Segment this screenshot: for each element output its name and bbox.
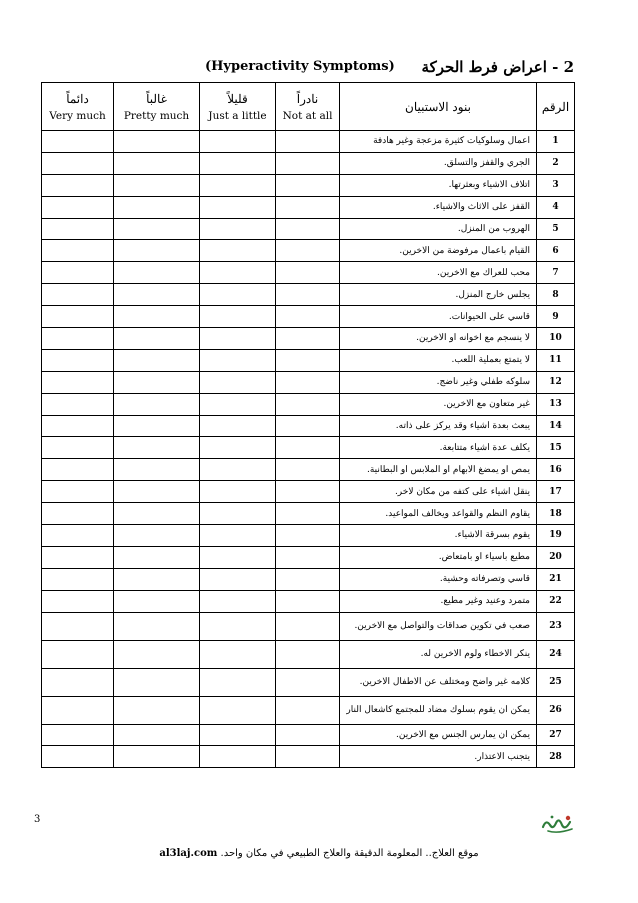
- item-text: صعب في تكوين صداقات والتواصل مع الاخرين.: [340, 612, 537, 640]
- answer-cell-pretty-much[interactable]: [114, 174, 200, 196]
- item-text: لا ينسجم مع اخوانه او الاخرين.: [340, 328, 537, 350]
- answer-cell-very-much[interactable]: [42, 328, 114, 350]
- item-number: 15: [537, 437, 575, 459]
- page-title-arabic: 2 - اعراض فرط الحركة: [421, 58, 574, 76]
- item-number: 25: [537, 668, 575, 696]
- item-number: 11: [537, 349, 575, 371]
- item-text: غير متعاون مع الاخرين.: [340, 393, 537, 415]
- answer-cell-not-at-all[interactable]: [276, 640, 340, 668]
- item-number: 4: [537, 196, 575, 218]
- item-number: 17: [537, 481, 575, 503]
- item-text: يمص او يمضغ الابهام او الملابس او البطانية.: [340, 459, 537, 481]
- page-title-english: (Hyperactivity Symptoms): [205, 59, 395, 74]
- item-text: قاسي على الحيوانات.: [340, 306, 537, 328]
- answer-cell-not-at-all[interactable]: [276, 328, 340, 350]
- answer-cell-just-a-little[interactable]: [200, 393, 276, 415]
- answer-cell-very-much[interactable]: [42, 640, 114, 668]
- table-row: [42, 349, 575, 371]
- answer-cell-not-at-all[interactable]: [276, 349, 340, 371]
- answer-cell-just-a-little[interactable]: [200, 131, 276, 153]
- table-row: [42, 668, 575, 696]
- answer-cell-just-a-little[interactable]: [200, 349, 276, 371]
- footer: [0, 848, 638, 859]
- item-text: مطيع باسياء او بامتعاض.: [340, 546, 537, 568]
- item-text: ينقل اشياء على كتفه من مكان لاخر.: [340, 481, 537, 503]
- table-row: [42, 525, 575, 547]
- answer-cell-very-much[interactable]: [42, 415, 114, 437]
- answer-cell-not-at-all[interactable]: [276, 696, 340, 724]
- answer-cell-not-at-all[interactable]: [276, 568, 340, 590]
- answer-cell-very-much[interactable]: [42, 240, 114, 262]
- item-text: يمكن ان يمارس الجنس مع الاخرين.: [340, 724, 537, 746]
- item-text: يمكن ان يقوم بسلوك مضاد للمجتمع كاشعال النار: [340, 696, 537, 724]
- table-row: [42, 218, 575, 240]
- item-text: متمرد وعنيد وغير مطيع.: [340, 590, 537, 612]
- answer-cell-very-much[interactable]: [42, 284, 114, 306]
- item-number: 16: [537, 459, 575, 481]
- answer-cell-pretty-much[interactable]: [114, 640, 200, 668]
- answer-cell-not-at-all[interactable]: [276, 371, 340, 393]
- item-number: 3: [537, 174, 575, 196]
- answer-cell-pretty-much[interactable]: [114, 131, 200, 153]
- answer-cell-very-much[interactable]: [42, 437, 114, 459]
- answer-cell-very-much[interactable]: [42, 393, 114, 415]
- answer-cell-not-at-all[interactable]: [276, 590, 340, 612]
- table-row: [42, 306, 575, 328]
- item-text: الجري والقفز والتسلق.: [340, 152, 537, 174]
- answer-cell-very-much[interactable]: [42, 349, 114, 371]
- item-text: ينكر الاخطاء ولوم الاخرين له.: [340, 640, 537, 668]
- answer-cell-not-at-all[interactable]: [276, 724, 340, 746]
- table-row: [42, 174, 575, 196]
- answer-cell-not-at-all[interactable]: [276, 746, 340, 768]
- item-number: 21: [537, 568, 575, 590]
- item-number: 22: [537, 590, 575, 612]
- item-text: يقوم بسرقة الاشياء.: [340, 525, 537, 547]
- table-row: [42, 746, 575, 768]
- item-text: يبعث بعدة اشياء وقد يركز على ذاته.: [340, 415, 537, 437]
- item-text: اتلاف الاشياء وبعثرتها.: [340, 174, 537, 196]
- answer-cell-just-a-little[interactable]: [200, 174, 276, 196]
- answer-cell-pretty-much[interactable]: [114, 696, 200, 724]
- answer-cell-very-much[interactable]: [42, 746, 114, 768]
- answer-cell-just-a-little[interactable]: [200, 196, 276, 218]
- answer-cell-pretty-much[interactable]: [114, 284, 200, 306]
- answer-cell-not-at-all[interactable]: [276, 437, 340, 459]
- answer-cell-not-at-all[interactable]: [276, 546, 340, 568]
- item-number: 5: [537, 218, 575, 240]
- item-number: 27: [537, 724, 575, 746]
- item-number: 7: [537, 262, 575, 284]
- answer-cell-just-a-little[interactable]: [200, 546, 276, 568]
- table-row: [42, 152, 575, 174]
- answer-cell-not-at-all[interactable]: [276, 306, 340, 328]
- answer-cell-pretty-much[interactable]: [114, 240, 200, 262]
- header-just-a-little: [200, 83, 276, 131]
- answer-cell-very-much[interactable]: [42, 668, 114, 696]
- answer-cell-just-a-little[interactable]: [200, 525, 276, 547]
- answer-cell-pretty-much[interactable]: [114, 612, 200, 640]
- table-row: [42, 393, 575, 415]
- item-text: القيام باعمال مرفوضة من الاخرين.: [340, 240, 537, 262]
- answer-cell-just-a-little[interactable]: [200, 568, 276, 590]
- answer-cell-very-much[interactable]: [42, 218, 114, 240]
- answer-cell-not-at-all[interactable]: [276, 152, 340, 174]
- answer-cell-just-a-little[interactable]: [200, 371, 276, 393]
- answer-cell-very-much[interactable]: [42, 262, 114, 284]
- table-row: [42, 262, 575, 284]
- answer-cell-very-much[interactable]: [42, 152, 114, 174]
- answer-cell-not-at-all[interactable]: [276, 503, 340, 525]
- answer-cell-pretty-much[interactable]: [114, 503, 200, 525]
- table-row: [42, 284, 575, 306]
- table-row: [42, 240, 575, 262]
- header-not-at-all: [276, 83, 340, 131]
- item-number: 6: [537, 240, 575, 262]
- page-number: 3: [34, 814, 41, 825]
- item-number: 24: [537, 640, 575, 668]
- item-text: قاسي وتصرفاته وحشية.: [340, 568, 537, 590]
- item-number: 10: [537, 328, 575, 350]
- table-row: [42, 328, 575, 350]
- answer-cell-not-at-all[interactable]: [276, 174, 340, 196]
- table-row: [42, 481, 575, 503]
- answer-cell-very-much[interactable]: [42, 131, 114, 153]
- answer-cell-pretty-much[interactable]: [114, 590, 200, 612]
- answer-cell-very-much[interactable]: [42, 371, 114, 393]
- header-pretty-much-en: Pretty much: [123, 109, 190, 122]
- answer-cell-not-at-all[interactable]: [276, 668, 340, 696]
- answer-cell-just-a-little[interactable]: [200, 437, 276, 459]
- item-number: 20: [537, 546, 575, 568]
- table-row: [42, 503, 575, 525]
- answer-cell-very-much[interactable]: [42, 724, 114, 746]
- answer-cell-pretty-much[interactable]: [114, 393, 200, 415]
- table-row: [42, 724, 575, 746]
- item-number: 9: [537, 306, 575, 328]
- item-number: 23: [537, 612, 575, 640]
- answer-cell-pretty-much[interactable]: [114, 668, 200, 696]
- table-row: [42, 415, 575, 437]
- answer-cell-very-much[interactable]: [42, 696, 114, 724]
- header-not-at-all-en: Not at all: [282, 109, 333, 122]
- answer-cell-just-a-little[interactable]: [200, 415, 276, 437]
- answer-cell-just-a-little[interactable]: [200, 724, 276, 746]
- answer-cell-pretty-much[interactable]: [114, 746, 200, 768]
- answer-cell-just-a-little[interactable]: [200, 746, 276, 768]
- item-number: 13: [537, 393, 575, 415]
- answer-cell-pretty-much[interactable]: [114, 437, 200, 459]
- answer-cell-pretty-much[interactable]: [114, 371, 200, 393]
- item-text: سلوكه طفلي وغير ناضج.: [340, 371, 537, 393]
- answer-cell-very-much[interactable]: [42, 306, 114, 328]
- answer-cell-just-a-little[interactable]: [200, 218, 276, 240]
- footer-tagline: موقع العلاج.. المعلومة الدقيقة والعلاج الطبيعي في مكان واحد.: [220, 848, 479, 859]
- answer-cell-pretty-much[interactable]: [114, 724, 200, 746]
- answer-cell-not-at-all[interactable]: [276, 262, 340, 284]
- answer-cell-just-a-little[interactable]: [200, 640, 276, 668]
- answer-cell-pretty-much[interactable]: [114, 349, 200, 371]
- answer-cell-not-at-all[interactable]: [276, 240, 340, 262]
- header-pretty-much-ar: غالباً: [146, 91, 167, 106]
- item-number: 1: [537, 131, 575, 153]
- item-text: يجلس خارج المنزل.: [340, 284, 537, 306]
- answer-cell-just-a-little[interactable]: [200, 284, 276, 306]
- answer-cell-very-much[interactable]: [42, 459, 114, 481]
- answer-cell-not-at-all[interactable]: [276, 525, 340, 547]
- answer-cell-very-much[interactable]: [42, 612, 114, 640]
- answer-cell-pretty-much[interactable]: [114, 196, 200, 218]
- item-number: 14: [537, 415, 575, 437]
- item-text: كلامه غير واضح ومختلف عن الاطفال الاخرين.: [340, 668, 537, 696]
- table-row: [42, 612, 575, 640]
- item-text: الهروب من المنزل.: [340, 218, 537, 240]
- answer-cell-pretty-much[interactable]: [114, 546, 200, 568]
- answer-cell-just-a-little[interactable]: [200, 503, 276, 525]
- answer-cell-pretty-much[interactable]: [114, 306, 200, 328]
- table-row: [42, 196, 575, 218]
- answer-cell-not-at-all[interactable]: [276, 218, 340, 240]
- answer-cell-just-a-little[interactable]: [200, 612, 276, 640]
- item-number: 28: [537, 746, 575, 768]
- answer-cell-not-at-all[interactable]: [276, 196, 340, 218]
- answer-cell-just-a-little[interactable]: [200, 328, 276, 350]
- answer-cell-pretty-much[interactable]: [114, 262, 200, 284]
- answer-cell-not-at-all[interactable]: [276, 612, 340, 640]
- answer-cell-just-a-little[interactable]: [200, 240, 276, 262]
- table-row: [42, 546, 575, 568]
- item-text: اعمال وسلوكيات كثيرة مزعجة وغير هادفة: [340, 131, 537, 153]
- answer-cell-pretty-much[interactable]: [114, 525, 200, 547]
- header-very-much: [42, 83, 114, 131]
- item-text: القفز على الاثاث والاشياء.: [340, 196, 537, 218]
- answer-cell-not-at-all[interactable]: [276, 415, 340, 437]
- table-row: [42, 590, 575, 612]
- header-items-label: بنود الاستبيان: [405, 99, 471, 114]
- table-header-row: [42, 83, 575, 131]
- table-row: [42, 459, 575, 481]
- item-number: 12: [537, 371, 575, 393]
- answer-cell-just-a-little[interactable]: [200, 696, 276, 724]
- header-just-a-little-ar: قليلاً: [227, 91, 248, 106]
- header-very-much-ar: دائماً: [66, 91, 89, 106]
- answer-cell-very-much[interactable]: [42, 196, 114, 218]
- table-row: [42, 568, 575, 590]
- al3laj-logo-icon: [540, 813, 576, 835]
- header-just-a-little-en: Just a little: [208, 109, 267, 122]
- answer-cell-very-much[interactable]: [42, 546, 114, 568]
- answer-cell-very-much[interactable]: [42, 590, 114, 612]
- header-number: [537, 83, 575, 131]
- item-text: يكلف عدة اشياء متتابعة.: [340, 437, 537, 459]
- answer-cell-not-at-all[interactable]: [276, 284, 340, 306]
- item-number: 2: [537, 152, 575, 174]
- table-row: [42, 437, 575, 459]
- item-number: 18: [537, 503, 575, 525]
- item-number: 8: [537, 284, 575, 306]
- answer-cell-very-much[interactable]: [42, 525, 114, 547]
- answer-cell-not-at-all[interactable]: [276, 459, 340, 481]
- table-row: [42, 371, 575, 393]
- answer-cell-pretty-much[interactable]: [114, 218, 200, 240]
- table-row: [42, 131, 575, 153]
- answer-cell-pretty-much[interactable]: [114, 568, 200, 590]
- table-row: [42, 696, 575, 724]
- answer-cell-not-at-all[interactable]: [276, 393, 340, 415]
- item-number: 19: [537, 525, 575, 547]
- answer-cell-not-at-all[interactable]: [276, 481, 340, 503]
- header-very-much-en: Very much: [49, 109, 106, 122]
- item-text: محب للعراك مع الاخرين.: [340, 262, 537, 284]
- answer-cell-just-a-little[interactable]: [200, 306, 276, 328]
- answer-cell-very-much[interactable]: [42, 568, 114, 590]
- answer-cell-pretty-much[interactable]: [114, 481, 200, 503]
- header-number-label: الرقم: [541, 99, 570, 114]
- page-title-row: [0, 58, 638, 80]
- questionnaire-table: [41, 82, 575, 768]
- item-text: لا يتمتع بعملية اللعب.: [340, 349, 537, 371]
- item-text: يقاوم النظم والقواعد ويخالف المواعيد.: [340, 503, 537, 525]
- answer-cell-just-a-little[interactable]: [200, 262, 276, 284]
- header-not-at-all-ar: نادراً: [296, 91, 319, 106]
- answer-cell-just-a-little[interactable]: [200, 668, 276, 696]
- answer-cell-just-a-little[interactable]: [200, 481, 276, 503]
- header-pretty-much: [114, 83, 200, 131]
- footer-site-link[interactable]: al3laj.com: [159, 848, 218, 859]
- table-row: [42, 640, 575, 668]
- header-items: [340, 83, 537, 131]
- answer-cell-pretty-much[interactable]: [114, 415, 200, 437]
- answer-cell-not-at-all[interactable]: [276, 131, 340, 153]
- answer-cell-pretty-much[interactable]: [114, 459, 200, 481]
- item-number: 26: [537, 696, 575, 724]
- answer-cell-very-much[interactable]: [42, 481, 114, 503]
- answer-cell-very-much[interactable]: [42, 503, 114, 525]
- answer-cell-just-a-little[interactable]: [200, 459, 276, 481]
- answer-cell-pretty-much[interactable]: [114, 328, 200, 350]
- item-text: يتجنب الاعتذار.: [340, 746, 537, 768]
- answer-cell-just-a-little[interactable]: [200, 152, 276, 174]
- answer-cell-just-a-little[interactable]: [200, 590, 276, 612]
- answer-cell-very-much[interactable]: [42, 174, 114, 196]
- answer-cell-pretty-much[interactable]: [114, 152, 200, 174]
